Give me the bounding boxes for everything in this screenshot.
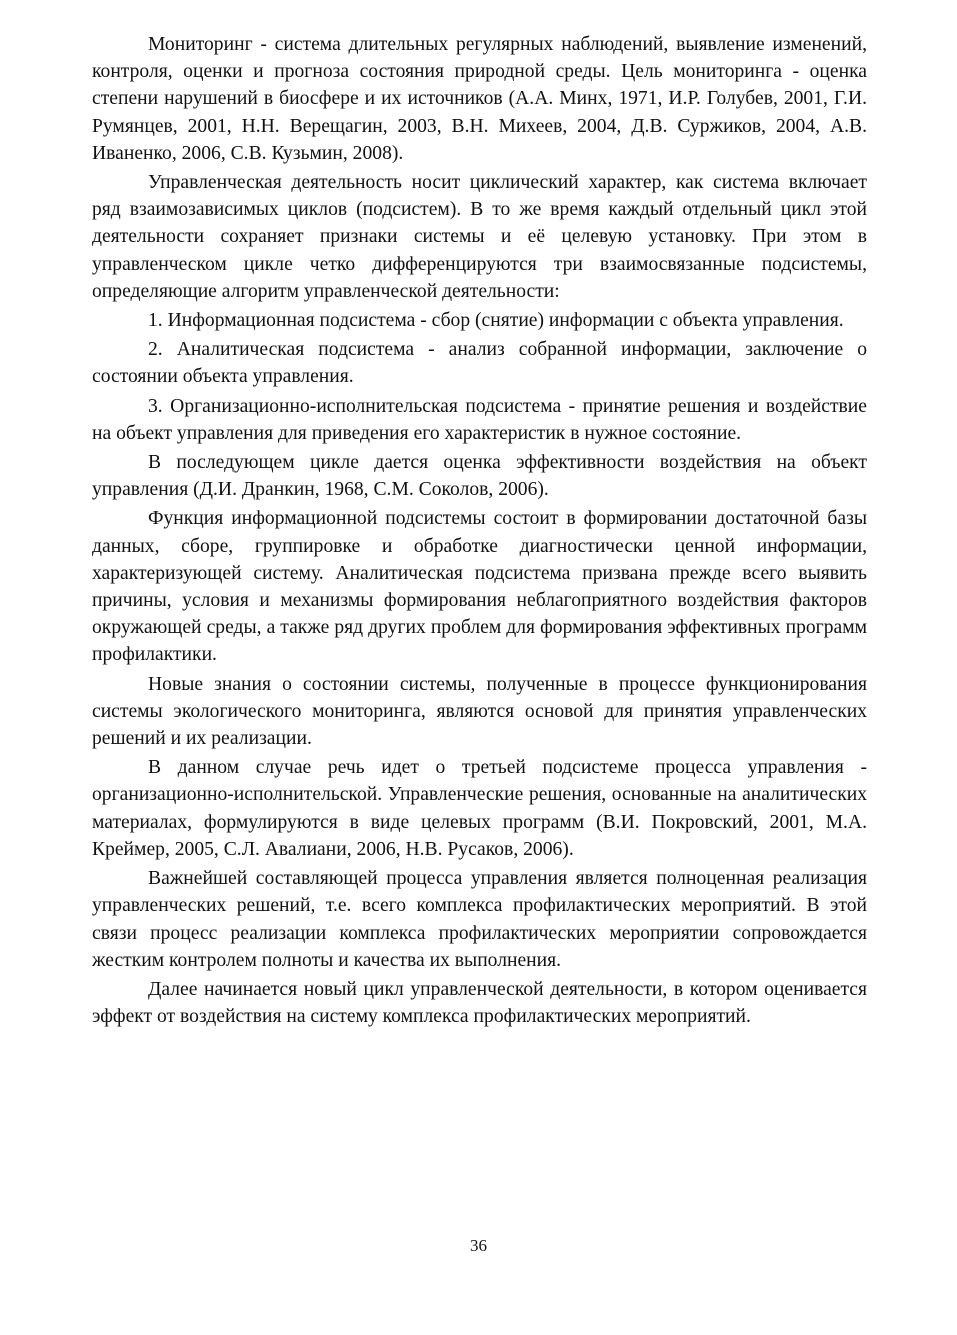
list-item-information-subsystem: 1. Информационная подсистема - сбор (снятие) информации с объекта управления. — [148, 310, 844, 332]
page-number: 36 — [470, 1236, 487, 1255]
paragraph-new-cycle: Далее начинается новый цикл управленческой деятельности, в котором оценивается эффект от воздействия на систему комплекса профилактических мероприятий. — [92, 978, 867, 1028]
paragraph-new-knowledge: Новые знания о состоянии системы, полученные в процессе функционирования системы экологического мониторинга, являются основой для принятия управленческих решений и их реализации. — [92, 673, 867, 750]
list-item-executive-subsystem: 3. Организационно-исполнительская подсистема - принятие решения и воздействие на объект управления для приведения его характеристик в нужное состояние. — [92, 395, 867, 444]
paragraph-information-function: Функция информационной подсистемы состоит в формировании достаточной базы данных, сборе, группировке и обработке диагностически ценной информации, характеризующей систему. Аналитическая подсистема призвана прежде всего выявить причины, условия и механизмы формирования неблагоприятного воздействия факторов окружающей среды, а также ряд других проблем для формирования эффективных программ профилактики. — [92, 508, 867, 666]
paragraph-monitoring-definition: Мониторинг - система длительных регулярных наблюдений, выявление изменений, контроля, оценки и прогноза состояния природной среды. Цель мониторинга - оценка степени нарушений в биосфере и их источников (А.А. Минх, 1971, И.Р. Голубев, 2001, Г.И. Румянцев, 2001, Н.Н. Верещагин, 2003, В.Н. Михеев, 2004, Д.В. Суржиков, 2004, А.В. Иваненко, 2006, С.В. Кузьмин, 2008). — [92, 34, 867, 164]
list-item-analytical-subsystem: 2. Аналитическая подсистема - анализ собранной информации, заключение о состоянии объекта управления. — [92, 339, 867, 388]
paragraph-management-cycle: Управленческая деятельность носит циклический характер, как система включает ряд взаимозависимых циклов (подсистем). В то же время каждый отдельный цикл этой деятельности сохраняет признаки системы и её целевую установку. При этом в управленческом цикле четко дифференцируются три взаимосвязанные подсистемы, определяющие алгоритм управленческой деятельности: — [92, 172, 867, 302]
paragraph-next-cycle: В последующем цикле дается оценка эффективности воздействия на объект управления (Д.И. Дранкин, 1968, С.М. Соколов, 2006). — [92, 452, 867, 501]
body-text — [92, 31, 867, 1030]
paragraph-implementation: Важнейшей составляющей процесса управления является полноценная реализация управленческих решений, т.е. всего комплекса профилактических мероприятий. В этой связи процесс реализации комплекса профилактических мероприятии сопровождается жестким контролем полноты и качества их выполнения. — [92, 868, 867, 971]
paragraph-third-subsystem: В данном случае речь идет о третьей подсистеме процесса управления - организационно-исполнительской. Управленческие решения, основанные на аналитических материалах, формулируются в виде целевых программ (В.И. Покровский, 2001, М.А. Креймер, 2005, С.Л. Авалиани, 2006, Н.В. Русаков, 2006). — [92, 757, 867, 860]
